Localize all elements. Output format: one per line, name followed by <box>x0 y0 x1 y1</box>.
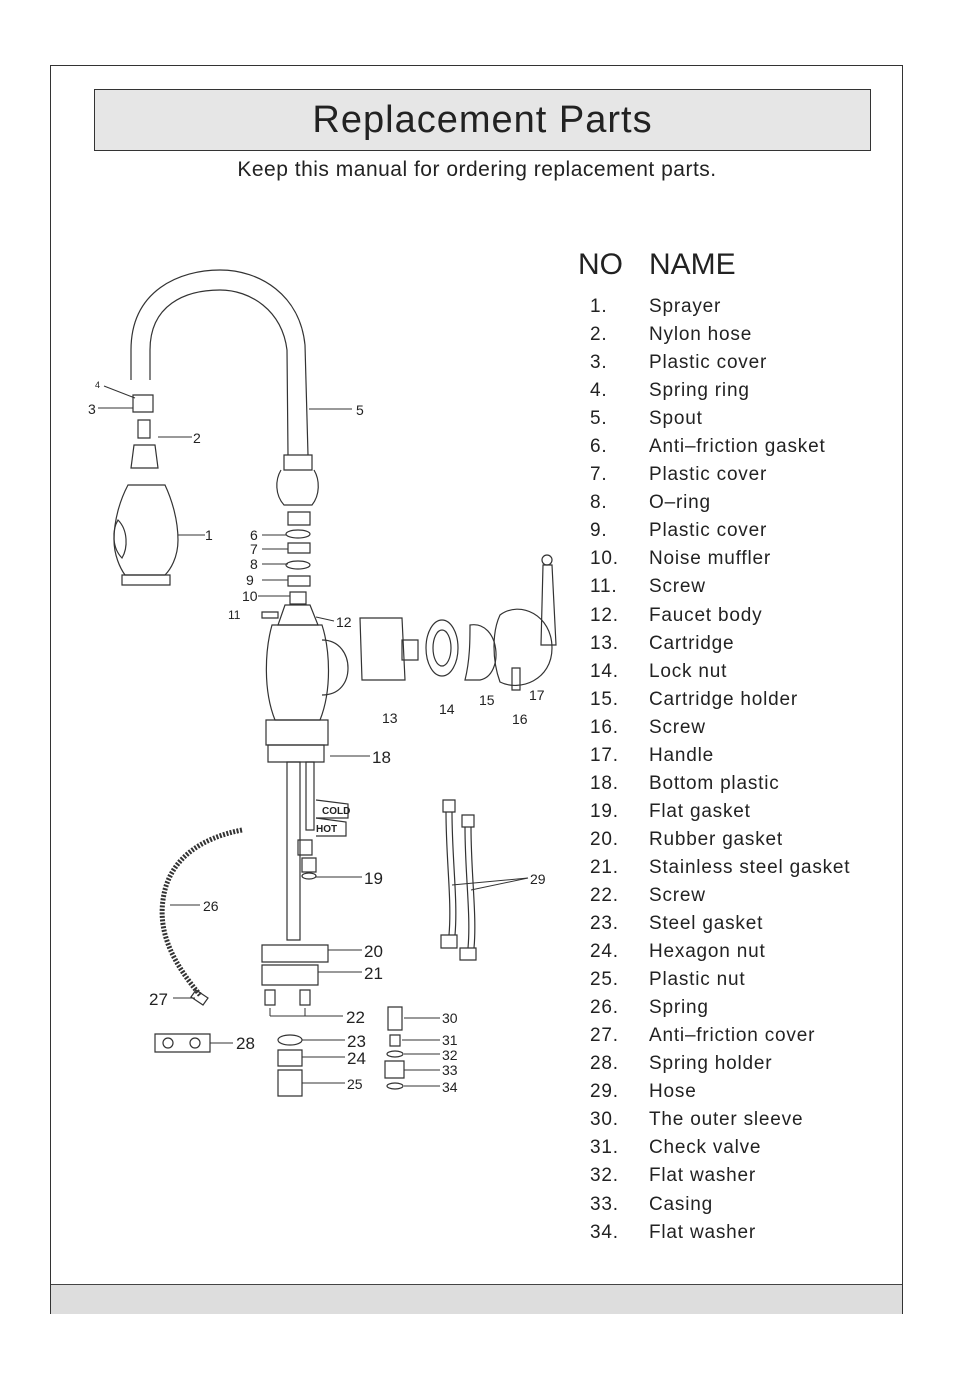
part-name: Noise muffler <box>649 548 771 570</box>
part-number: 18. <box>590 772 619 794</box>
list-item <box>590 828 850 856</box>
part-name: Plastic cover <box>649 520 768 542</box>
spring <box>155 830 242 1052</box>
check-valve-parts <box>385 1007 404 1089</box>
part-name: Screw <box>649 884 706 906</box>
callout-29: 29 <box>530 871 546 887</box>
part-name: Sprayer <box>649 296 722 317</box>
part-number: 4. <box>590 380 608 402</box>
list-item <box>590 1108 850 1136</box>
part-name: Rubber gasket <box>649 828 783 850</box>
callout-33: 33 <box>442 1062 458 1078</box>
part-name: Hexagon nut <box>649 941 766 963</box>
callout-10: 10 <box>242 588 258 604</box>
list-item <box>590 940 850 968</box>
part-name: Flat washer <box>649 1165 757 1187</box>
part-number: 26. <box>590 997 619 1019</box>
part-name: Casing <box>649 1193 713 1215</box>
list-item <box>590 968 850 996</box>
callout-31: 31 <box>442 1032 458 1048</box>
footer-bar <box>51 1284 902 1314</box>
part-number: 29. <box>590 1081 619 1103</box>
part-name: The outer sleeve <box>649 1109 804 1131</box>
part-number: 21. <box>590 856 619 878</box>
parts-list <box>590 295 850 1249</box>
part-name: Cartridge <box>649 632 735 654</box>
list-item <box>590 463 850 491</box>
callout-23: 23 <box>347 1032 366 1051</box>
list-item <box>590 1080 850 1108</box>
list-item <box>590 379 850 407</box>
callout-25: 25 <box>347 1076 363 1092</box>
callout-7: 7 <box>250 541 258 557</box>
spout-stack-parts <box>262 512 310 618</box>
list-item <box>590 407 850 435</box>
sprayer-head <box>114 395 178 585</box>
part-name: Steel gasket <box>649 913 764 935</box>
callout-9: 9 <box>246 572 254 588</box>
callout-17: 17 <box>529 687 545 703</box>
part-number: 6. <box>590 436 608 458</box>
callout-24: 24 <box>347 1049 366 1068</box>
callout-11: 11 <box>228 608 241 622</box>
part-number: 10. <box>590 548 619 570</box>
callout-12: 12 <box>336 614 352 630</box>
part-number: 32. <box>590 1165 619 1187</box>
spout <box>131 270 318 505</box>
callout-18: 18 <box>372 748 391 767</box>
callout-32: 32 <box>442 1047 458 1063</box>
part-name: Plastic cover <box>649 464 768 486</box>
callout-13: 13 <box>382 710 398 726</box>
part-number: 16. <box>590 716 619 738</box>
list-item <box>590 323 850 351</box>
list-item <box>590 772 850 800</box>
part-number: 31. <box>590 1137 619 1159</box>
part-name: Anti–friction cover <box>649 1025 816 1047</box>
list-item <box>590 1024 850 1052</box>
part-number: 30. <box>590 1109 619 1131</box>
part-number: 22. <box>590 884 619 906</box>
list-item <box>590 1052 850 1080</box>
list-item <box>590 575 850 603</box>
part-number: 5. <box>590 408 608 430</box>
list-item <box>590 1164 850 1192</box>
callout-5: 5 <box>356 402 364 418</box>
part-name: Check valve <box>649 1137 762 1159</box>
part-number: 17. <box>590 744 619 766</box>
part-name: Hose <box>649 1081 697 1103</box>
part-name: Handle <box>649 744 715 766</box>
list-item <box>590 1193 850 1221</box>
part-number: 12. <box>590 604 619 626</box>
list-item <box>590 716 850 744</box>
part-name: Screw <box>649 576 706 598</box>
part-number: 28. <box>590 1053 619 1075</box>
callout-22: 22 <box>346 1008 365 1027</box>
part-number: 27. <box>590 1025 619 1047</box>
callout-16: 16 <box>512 711 528 727</box>
callout-20: 20 <box>364 942 383 961</box>
part-number: 19. <box>590 800 619 822</box>
callout-6: 6 <box>250 527 258 543</box>
list-item <box>590 435 850 463</box>
part-number: 33. <box>590 1193 619 1215</box>
list-item <box>590 632 850 660</box>
list-item <box>590 1221 850 1249</box>
part-name: Screw <box>649 716 706 738</box>
callout-1: 1 <box>205 527 213 543</box>
part-name: Nylon hose <box>649 324 753 346</box>
list-item <box>590 604 850 632</box>
part-number: 20. <box>590 828 619 850</box>
list-item <box>590 660 850 688</box>
part-number: 9. <box>590 520 608 542</box>
list-item <box>590 996 850 1024</box>
list-item <box>590 295 850 323</box>
table-header-no: NO <box>578 248 623 281</box>
part-number: 23. <box>590 913 619 935</box>
part-number: 1. <box>590 296 608 317</box>
part-name: Spring ring <box>649 380 750 402</box>
list-item <box>590 688 850 716</box>
supply-shank <box>287 762 351 940</box>
part-name: Lock nut <box>649 660 728 682</box>
part-name: Anti–friction gasket <box>649 436 826 458</box>
cold-label: COLD <box>322 806 351 817</box>
part-number: 2. <box>590 324 608 346</box>
list-item <box>590 519 850 547</box>
flex-hoses <box>441 800 476 960</box>
callout-4: 4 <box>95 380 101 390</box>
part-name: Cartridge holder <box>649 688 799 710</box>
callout-19: 19 <box>364 869 383 888</box>
list-item <box>590 884 850 912</box>
part-number: 8. <box>590 492 608 514</box>
part-name: Spring holder <box>649 1053 773 1075</box>
part-number: 24. <box>590 941 619 963</box>
list-item <box>590 547 850 575</box>
callout-3: 3 <box>88 401 96 417</box>
part-number: 25. <box>590 969 619 991</box>
part-number: 13. <box>590 632 619 654</box>
table-header-name: NAME <box>649 248 736 281</box>
callout-2: 2 <box>193 430 201 446</box>
part-number: 3. <box>590 352 608 374</box>
list-item <box>590 351 850 379</box>
callout-27: 27 <box>149 990 168 1009</box>
part-number: 15. <box>590 688 619 710</box>
mounting-hardware <box>262 945 328 1096</box>
part-name: Spout <box>649 408 703 430</box>
list-item <box>590 744 850 772</box>
page-title: Replacement Parts <box>312 98 653 141</box>
list-item <box>590 1136 850 1164</box>
hot-label: HOT <box>316 824 338 835</box>
part-number: 7. <box>590 464 608 486</box>
callout-28: 28 <box>236 1034 255 1053</box>
callout-14: 14 <box>439 701 455 717</box>
part-name: Plastic cover <box>649 352 768 374</box>
callout-21: 21 <box>364 964 383 983</box>
leader-lines <box>98 386 528 1086</box>
list-item <box>590 912 850 940</box>
callout-15: 15 <box>479 692 495 708</box>
callout-30: 30 <box>442 1010 458 1026</box>
list-item <box>590 856 850 884</box>
list-item <box>590 491 850 519</box>
callout-8: 8 <box>250 556 258 572</box>
callout-34: 34 <box>442 1079 458 1095</box>
part-name: Flat gasket <box>649 800 751 822</box>
part-name: Bottom plastic <box>649 772 780 794</box>
part-name: Stainless steel gasket <box>649 856 851 878</box>
callout-numbers <box>88 380 546 1095</box>
part-name: Plastic nut <box>649 969 746 991</box>
part-number: 11. <box>590 576 618 598</box>
part-name: Faucet body <box>649 604 763 626</box>
cartridge-assembly <box>360 555 556 690</box>
part-name: Spring <box>649 997 709 1019</box>
page-subtitle: Keep this manual for ordering replacement parts. <box>237 158 717 181</box>
list-item <box>590 800 850 828</box>
part-number: 14. <box>590 660 619 682</box>
callout-26: 26 <box>203 898 219 914</box>
part-number: 34. <box>590 1221 619 1243</box>
part-name: O–ring <box>649 492 711 514</box>
part-name: Flat washer <box>649 1221 757 1243</box>
